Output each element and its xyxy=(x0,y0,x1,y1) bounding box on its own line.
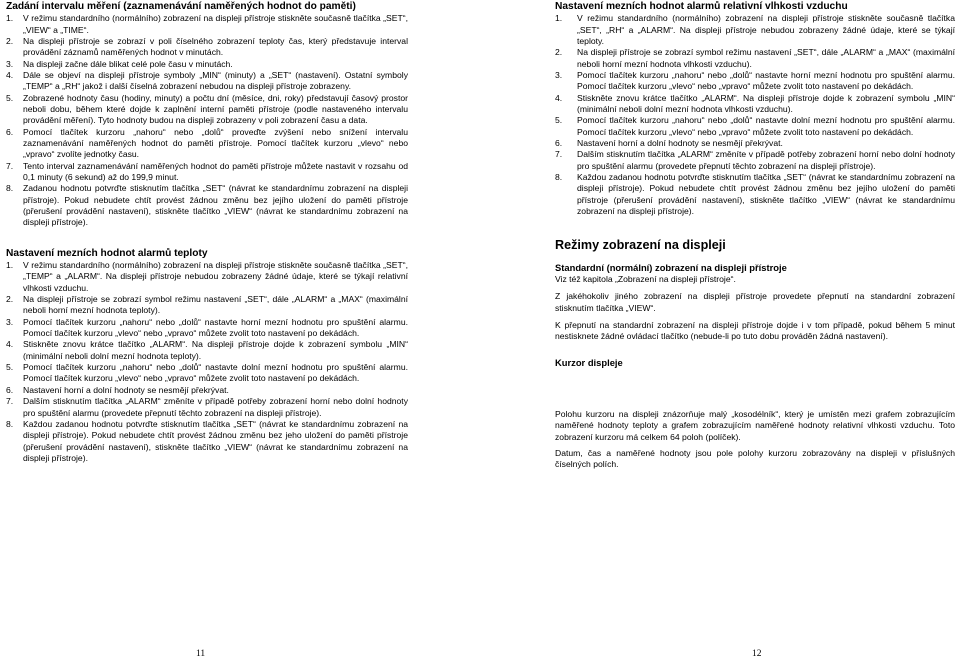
list-item-text: Dalším stisknutím tlačítka „ALARM“ změníte v případě potřeby zobrazení horní nebo dolní hodnoty pro spuštění alarmu (provedete přepnutí těchto zobrazení na displeji přístroje). xyxy=(577,149,955,171)
list-item-text: Nastavení horní a dolní hodnoty se nesmějí překrývat. xyxy=(23,384,229,395)
list-item xyxy=(6,362,408,385)
list-item-number: 7. xyxy=(555,149,563,160)
list-item-number: 5. xyxy=(6,92,14,103)
list-item xyxy=(555,138,955,149)
page-number-left: 11 xyxy=(196,649,206,659)
list-item-number: 3. xyxy=(6,316,14,327)
list-item-number: 6. xyxy=(555,138,563,149)
paragraph-switch-view: Z jakéhokoliv jiného zobrazení na displeji přístroje provedete přepnutí na standardní zobrazení stisknutím tlačítka „VIEW“. xyxy=(555,291,955,313)
paragraph-see-also: Viz též kapitola „Zobrazení na displeji přístroje“. xyxy=(555,274,736,285)
list-item xyxy=(555,70,955,93)
measurement-interval-list xyxy=(6,13,408,229)
list-item-text: Na displeji přístroje se zobrazí v poli číselného zobrazení teploty čas, který představuje interval provádění záznamů naměřených hodnot v minutách. xyxy=(23,35,408,58)
list-item-text: Zadanou hodnotu potvrďte stisknutím tlačítka „SET“ (návrat ke standardnímu zobrazení na displeji přístroje). Pokud nebudete chtít provést žádnou změnu bez jejího uložení do paměti přístroje (přerušení provádění nastavení), stiskněte tlačítko „VIEW“ (návrat ke standardnímu zobrazení na displeji přístroje). xyxy=(23,183,408,228)
list-item xyxy=(6,161,408,184)
section-title-humidity-alarm: Nastavení mezních hodnot alarmů relativní vlhkosti vzduchu xyxy=(555,1,848,12)
paragraph-auto-switch: K přepnutí na standardní zobrazení na displeji přístroje dojde i v tom případě, pokud během 5 minut nestisknete žádné ovládací tlačítko (nebude-li po tuto dobu prováděn žádná nastavení). xyxy=(555,320,955,342)
list-item-text: Na displeji přístroje se zobrazí symbol režimu nastavení „SET“, dále „ALARM“ a „MAX“ (maximální neboli horní mezní hodnota vlhkosti vzduchu). xyxy=(577,47,955,69)
list-item-text: Pomocí tlačítek kurzoru „nahoru“ nebo „dolů“ nastavte dolní mezní hodnotu pro spuštění alarmu. Pomocí tlačítek kurzoru „vlevo“ nebo „vpravo“ můžete zvolit toto nastavení po dekádách. xyxy=(23,362,408,384)
list-item xyxy=(6,339,408,362)
list-item xyxy=(6,396,408,419)
humidity-alarm-list xyxy=(555,13,955,217)
paragraph-cursor-position: Polohu kurzoru na displeji znázorňuje malý „kosodélník“, který je umístěn mezi grafem zobrazujícím naměřené hodnoty teploty a grafem zobrazujícím naměřené hodnoty relativní vlhkosti vzduchu. Toto zobrazení kurzoru má celkem 64 poloh (políček). xyxy=(555,408,955,442)
right-column xyxy=(555,0,955,471)
list-item xyxy=(6,294,408,317)
list-item-number: 8. xyxy=(555,172,563,183)
list-item-text: Tento interval zaznamenávání naměřených hodnot do paměti přístroje můžete nastavit v rozsahu od 0,1 minuty (6 sekund) až do 199,9 minut. xyxy=(23,160,408,183)
list-item xyxy=(6,127,408,161)
list-item-number: 4. xyxy=(555,92,563,103)
list-item xyxy=(6,317,408,340)
list-item xyxy=(6,70,408,93)
list-item-number: 6. xyxy=(6,384,14,395)
list-item xyxy=(555,13,955,47)
list-item-number: 1. xyxy=(6,13,14,24)
list-item-text: V režimu standardního (normálního) zobrazení na displeji přístroje stiskněte současně tlačítka „SET“, „VIEW“ a „TIME“. xyxy=(23,13,408,35)
list-item-number: 1. xyxy=(6,260,14,271)
list-item-text: V režimu standardního (normálního) zobrazení na displeji přístroje stiskněte současně tlačítka „SET“, „RH“ a „ALARM“. Na displeji přístroje nebudou zobrazeny žádné údaje, které se týkají teploty. xyxy=(577,13,955,46)
list-item xyxy=(6,59,408,70)
left-column xyxy=(6,0,408,464)
list-item xyxy=(6,183,408,228)
list-item-text: Každou zadanou hodnotu potvrďte stisknutím tlačítka „SET“ (návrat ke standardnímu zobrazení na displeji přístroje). Pokud nebudete chtít provést žádnou změnu bez jeho uložení do paměti přístroje (přerušení provádění nastavení), stiskněte tlačítko „VIEW“ (návrat ke standardnímu zobrazení na displeji přístroje). xyxy=(23,418,408,463)
section-title-display-modes: Režimy zobrazení na displeji xyxy=(555,238,726,253)
list-item-number: 7. xyxy=(6,396,14,407)
list-item-number: 3. xyxy=(555,69,563,80)
list-item-text: Na displeji přístroje se zobrazí symbol režimu nastavení „SET“, dále „ALARM“ a „MAX“ (maximální neboli horní mezní hodnota teploty). xyxy=(23,294,408,316)
list-item-number: 4. xyxy=(6,339,14,350)
section-title-display-cursor: Kurzor displeje xyxy=(555,356,623,368)
list-item xyxy=(6,260,408,294)
list-item xyxy=(555,149,955,172)
list-item-text: Nastavení horní a dolní hodnoty se nesmějí překrývat. xyxy=(577,138,783,149)
list-item-number: 3. xyxy=(6,58,14,69)
list-item-text: Zobrazené hodnoty času (hodiny, minuty) a počtu dní (měsíce, dni, roky) představují časový prostor neboli dobu, během které dojde k zaplnění interní paměti přístroje (podle nastaveného intervalu provádění měření). Tyto hodnoty budou na displeji zobrazeny v poli zobrazení času a data. xyxy=(23,92,408,126)
list-item-number: 8. xyxy=(6,183,14,194)
list-item xyxy=(555,93,955,116)
list-item-text: Pomocí tlačítek kurzoru „nahoru“ nebo „dolů“ nastavte horní mezní hodnotu pro spuštění alarmu. Pomocí tlačítek kurzoru „vlevo“ nebo „vpravo“ můžete zvolit toto nastavení po dekádách. xyxy=(577,69,955,92)
list-item xyxy=(6,13,408,36)
list-item-number: 1. xyxy=(555,13,563,24)
list-item-number: 7. xyxy=(6,160,14,171)
list-item xyxy=(6,419,408,464)
list-item-text: Stiskněte znovu krátce tlačítko „ALARM“. Na displeji přístroje dojde k zobrazení symbolu „MIN“ (minimální neboli dolní mezní hodnota teploty). xyxy=(23,339,408,361)
list-item xyxy=(6,93,408,127)
list-item-number: 6. xyxy=(6,126,14,137)
list-item-text: Na displeji začne dále blikat celé pole času v minutách. xyxy=(23,58,233,69)
list-item-number: 4. xyxy=(6,69,14,80)
temperature-alarm-list xyxy=(6,260,408,464)
list-item xyxy=(555,172,955,217)
section-title-temperature-alarm: Nastavení mezních hodnot alarmů teploty xyxy=(6,247,208,259)
list-item-number: 2. xyxy=(6,294,14,305)
list-item-text: V režimu standardního (normálního) zobrazení na displeji přístroje stiskněte současně tlačítka „SET“, „TEMP“ a „ALARM“. Na displeji přístroje nebudou zobrazeny žádné údaje, které se týkají relativní vlhkosti vzduchu. xyxy=(23,260,408,293)
list-item xyxy=(555,115,955,138)
list-item xyxy=(6,385,408,396)
list-item-number: 5. xyxy=(555,115,563,126)
list-item-text: Dalším stisknutím tlačítka „ALARM“ změníte v případě potřeby zobrazení horní nebo dolní hodnoty pro spuštění alarmu (provedete přepnutí těchto zobrazení na displeji přístroje). xyxy=(23,396,408,418)
list-item-text: Pomocí tlačítek kurzoru „nahoru“ nebo „dolů“ nastavte horní mezní hodnotu pro spuštění alarmu. Pomocí tlačítek kurzoru „vlevo“ nebo „vpravo“ můžete zvolit toto nastavení po dekádách. xyxy=(23,316,408,339)
section-title-standard-display: Standardní (normální) zobrazení na displeji přístroje xyxy=(555,261,787,273)
list-item-number: 5. xyxy=(6,362,14,373)
list-item-text: Stiskněte znovu krátce tlačítko „ALARM“. Na displeji přístroje dojde k zobrazení symbolu „MIN“ (minimální neboli dolní mezní hodnota vlhkosti vzduchu). xyxy=(577,92,955,114)
paragraph-date-time-fields: Datum, čas a naměřené hodnoty jsou pole polohy kurzoru zobrazovány na displeji v příslušných číselných polích. xyxy=(555,447,955,470)
list-item-text: Pomocí tlačítek kurzoru „nahoru“ nebo „dolů“ proveďte zvýšení nebo snížení intervalu zaznamenávání naměřených hodnot do paměti přístroje. Pomocí tlačítek kurzoru „vlevo“ nebo „vpravo“ zvolíte jednotky času. xyxy=(23,126,408,160)
list-item-text: Dále se objeví na displeji přístroje symboly „MIN“ (minuty) a „SET“ (nastavení). Ostatní symboly „TEMP“ a „RH“ jakož i další číselná zobrazení nebudou na displeji přístroje zobrazeny. xyxy=(23,69,408,92)
list-item-number: 2. xyxy=(555,47,563,58)
section-title-measurement-interval: Zadání intervalu měření (zaznamenávání naměřených hodnot do paměti) xyxy=(6,1,356,12)
page-number-right: 12 xyxy=(752,649,762,659)
list-item xyxy=(6,36,408,59)
list-item-number: 2. xyxy=(6,35,14,46)
list-item-text: Pomocí tlačítek kurzoru „nahoru“ nebo „dolů“ nastavte dolní mezní hodnotu pro spuštění alarmu. Pomocí tlačítek kurzoru „vlevo“ nebo „vpravo“ můžete zvolit toto nastavení po dekádách. xyxy=(577,115,955,137)
list-item-text: Každou zadanou hodnotu potvrďte stisknutím tlačítka „SET“ (návrat ke standardnímu zobrazení na displeji přístroje). Pokud nebudete chtít provést žádnou změnu bez jejího uložení do paměti přístroje (přerušení provádění nastavení), stiskněte tlačítko „VIEW“ (návrat ke standardnímu zobrazení na displeji přístroje). xyxy=(577,172,955,217)
list-item xyxy=(555,47,955,70)
list-item-number: 8. xyxy=(6,418,14,429)
